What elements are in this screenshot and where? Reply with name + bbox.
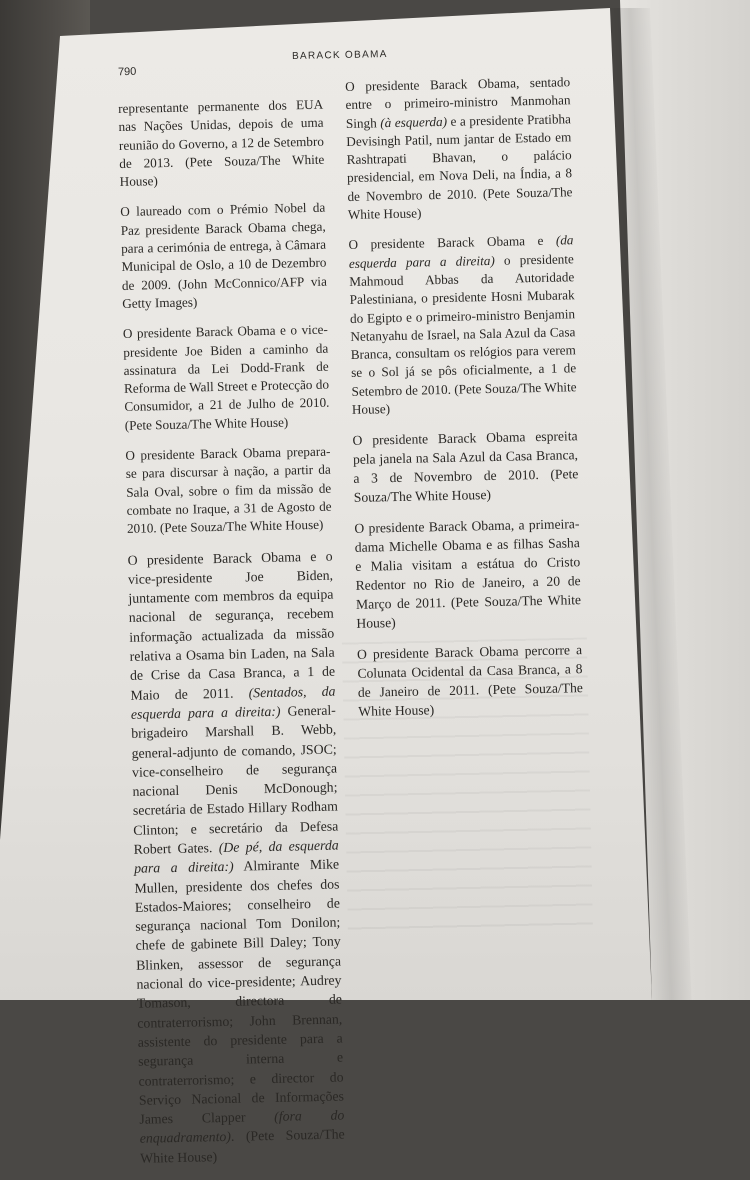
photo-caption bbox=[118, 96, 325, 192]
caption-italic-text: (fora do enquadramento) bbox=[139, 1107, 345, 1147]
running-head: BARACK OBAMA bbox=[291, 48, 388, 63]
show-through-text bbox=[342, 637, 593, 942]
caption-text: . (Pete Souza/The White House) bbox=[140, 1126, 345, 1166]
caption-text: O presidente Barack Obama prepara-se para discursar à nação, a partir da Sala Oval, sobre o fim da missão de combate no Iraque, a 31 de Agosto de 2010. (Pete Souza/The White House) bbox=[125, 443, 332, 537]
caption-text: e a presidente Pratibha Devisingh Patil, num jantar de Estado em Rashtrapati Bhavan, o palácio presidencial, em Nova Deli, na Índia, a 8 de Novembro de 2010. (Pete Souza/The White House) bbox=[346, 110, 573, 223]
caption-text: O presidente Barack Obama percorre a Colunata Ocidental da Casa Branca, a 8 de Janeiro de 2011. (Pete Souza/The White House) bbox=[356, 642, 583, 720]
photo-caption bbox=[125, 443, 332, 539]
photo-caption bbox=[348, 232, 577, 420]
caption-italic-text: (De pé, da esquerda para a direita:) bbox=[133, 837, 339, 877]
caption-italic-text: (Sentados, da esquerda para a direita:) bbox=[130, 683, 336, 722]
caption-text: O presidente Barack Obama, a primeira-dama Michelle Obama e as filhas Sasha e Malia visitam a estátua do Cristo Redentor no Rio de Janeiro, a 20 de Março de 2011. (Pete Souza/The White House) bbox=[354, 516, 582, 632]
caption-text: O presidente Barack Obama e o vice-presidente Joe Biden, juntamente com membros da equipa nacional de segurança, recebem informação actualizada da missão relativa a Osama bin Laden, na Sala de Crise da Casa Branca, a 1 de Maio de 2011. bbox=[127, 548, 336, 703]
caption-italic-text: (da esquerda para a direita) bbox=[348, 232, 574, 271]
photo-caption bbox=[127, 546, 345, 1168]
caption-text: O laureado com o Prémio Nobel da Paz presidente Barack Obama chega, para a cerimónia de entrega, à Câmara Municipal de Oslo, a 10 de Dezembro de 2009. (John McConnico/AFP via Getty Images) bbox=[120, 200, 327, 311]
right-caption-column bbox=[345, 73, 584, 733]
caption-text: O presidente Barack Obama espreita pela janela na Sala Azul da Casa Branca, a 3 de Novembro de 2010. (Pete Souza/The White House) bbox=[352, 428, 579, 506]
page-number: 790 bbox=[117, 65, 137, 79]
caption-text: Almirante Mike Mullen, presidente dos chefes dos Estados-Maiores; conselheiro de segurança nacional Tom Donilon; chefe de gabinete Bill Daley; Tony Blinken, assessor de segurança nacional do vice-presidente; Audrey Tomason, directora de contraterrorismo; John Brennan, assistente do presidente para a segurança interna e contraterrorismo; e director do Serviço Nacional de Informações James Clapper bbox=[134, 856, 345, 1127]
caption-text: O presidente Barack Obama e o vice-presidente Joe Biden a caminho da assinatura da Lei Dodd-Frank de Reforma de Wall Street e Protecção do Consumidor, a 21 de Julho de 2010. (Pete Souza/The White House) bbox=[122, 321, 330, 433]
caption-text: o presidente Mahmoud Abbas da Autoridade Palestiniana, o presidente Hosni Mubarak do Egipto e o primeiro-ministro Benjamin Netanyahu de Israel, na Sala Azul da Casa Branca, consultam os relógios para verem se o Sol já se pôs oficialmente, a 1 de Setembro de 2010. (Pete Souza/The White House) bbox=[349, 250, 577, 417]
caption-text: O presidente Barack Obama, sentado entre o primeiro-ministro Manmohan Singh bbox=[345, 74, 571, 131]
photo-caption bbox=[352, 427, 579, 508]
caption-text: representante permanente dos EUA nas Nações Unidas, depois de uma reunião do Governo, a 12 de Setembro de 2013. (Pete Souza/The White House) bbox=[118, 96, 325, 190]
left-caption-column bbox=[118, 96, 346, 1180]
caption-text: General-brigadeiro Marshall B. Webb, general-adjunto de comando, JSOC; vice-conselheiro de segurança nacional Denis McDonough; secretária de Estado Hillary Rodham Clinton; e secretário da Defesa Robert Gates. bbox=[131, 702, 339, 857]
photo-caption bbox=[354, 515, 581, 634]
photo-caption bbox=[345, 73, 573, 224]
caption-text: O presidente Barack Obama e bbox=[348, 232, 557, 253]
photo-caption bbox=[123, 321, 330, 435]
caption-italic-text: (à esquerda) bbox=[380, 113, 448, 130]
photo-caption bbox=[120, 199, 327, 313]
